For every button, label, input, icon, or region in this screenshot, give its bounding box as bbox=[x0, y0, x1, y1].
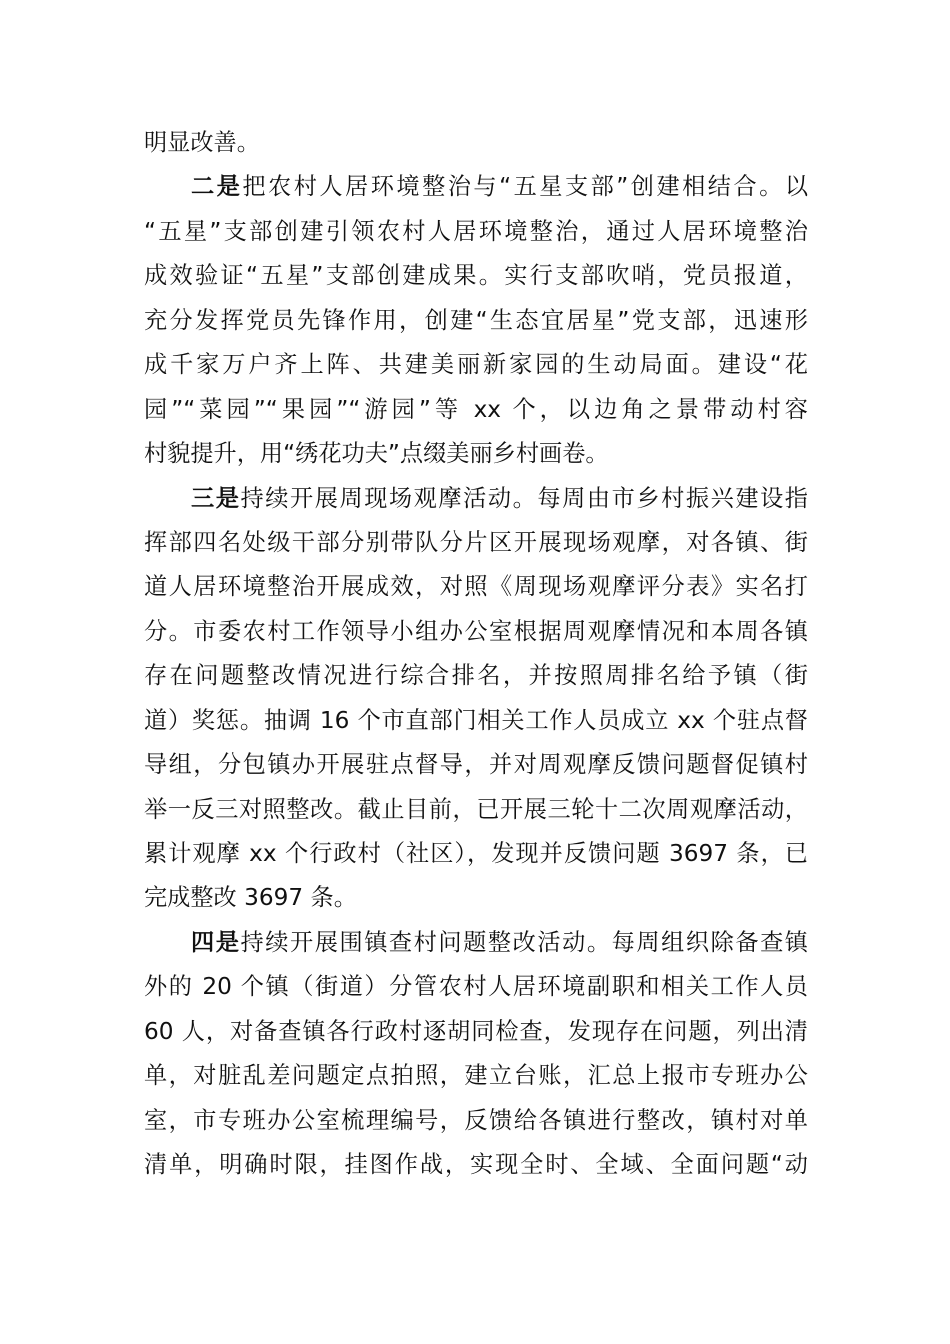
paragraph-4-line-4: 单，对脏乱差问题定点拍照，建立台账，汇总上报市专班办公 bbox=[144, 1062, 808, 1090]
paragraph-3-lead: 三是 bbox=[191, 484, 241, 512]
paragraph-2-line-1 bbox=[144, 165, 808, 209]
paragraph-2-line-3: 成效验证“五星”支部创建成果。实行支部吹哨，党员报道， bbox=[144, 262, 808, 290]
paragraph-2-line-5: 成千家万户齐上阵、共建美丽新家园的生动局面。建设“花 bbox=[144, 351, 808, 379]
paragraph-3-line-10: 完成整改 3697 条。 bbox=[144, 884, 357, 912]
paragraph-2-line-6: 园”“菜园”“果园”“游园”等 xx 个，以边角之景带动村容 bbox=[144, 395, 808, 423]
paragraph-4-lead: 四是 bbox=[191, 928, 241, 956]
paragraph-2-line-2: “五星”支部创建引领农村人居环境整治，通过人居环境整治 bbox=[144, 217, 808, 245]
paragraph-4-line-1-text: 持续开展围镇查村问题整改活动。每周组织除备查镇 bbox=[240, 928, 808, 956]
paragraph-3-line-8: 举一反三对照整改。截止目前，已开展三轮十二次周观摩活动， bbox=[144, 795, 808, 823]
paragraph-2-line-4: 充分发挥党员先锋作用，创建“生态宜居星”党支部，迅速形 bbox=[144, 306, 808, 334]
paragraph-1-line-1: 明显改善。 bbox=[144, 129, 260, 156]
paragraph-4-line-3: 60 人，对备查镇各行政村逐胡同检查，发现存在问题，列出清 bbox=[144, 1017, 808, 1045]
paragraph-3-line-9: 累计观摩 xx 个行政村（社区），发现并反馈问题 3697 条，已 bbox=[144, 840, 808, 867]
paragraph-2-line-7: 村貌提升，用“绣花功夫”点缀美丽乡村画卷。 bbox=[144, 440, 609, 468]
paragraph-3-line-1-text: 持续开展周现场观摩活动。每周由市乡村振兴建设指 bbox=[240, 484, 808, 512]
paragraph-3-line-5: 存在问题整改情况进行综合排名，并按照周排名给予镇（街 bbox=[144, 662, 808, 690]
paragraph-3-line-2: 挥部四名处级干部分别带队分片区开展现场观摩，对各镇、街 bbox=[144, 528, 808, 556]
paragraph-3-line-6: 道）奖惩。抽调 16 个市直部门相关工作人员成立 xx 个驻点督 bbox=[144, 706, 808, 734]
paragraph-4-line-1 bbox=[144, 921, 808, 965]
paragraph-3-line-7: 导组，分包镇办开展驻点督导，并对周观摩反馈问题督促镇村 bbox=[144, 751, 808, 779]
paragraph-3-line-1 bbox=[144, 477, 808, 521]
paragraph-3-line-3: 道人居环境整治开展成效，对照《周现场观摩评分表》实名打 bbox=[144, 573, 808, 601]
paragraph-2-lead: 二是 bbox=[191, 173, 243, 201]
paragraph-4-line-6: 清单，明确时限，挂图作战，实现全时、全域、全面问题“动 bbox=[144, 1151, 808, 1179]
document-body bbox=[144, 121, 808, 1188]
paragraph-4-line-2: 外的 20 个镇（街道）分管农村人居环境副职和相关工作人员 bbox=[144, 973, 808, 1001]
paragraph-2-line-1-text: 把农村人居环境整治与“五星支部”创建相结合。以 bbox=[242, 173, 809, 201]
paragraph-4-line-5: 室，市专班办公室梳理编号，反馈给各镇进行整改，镇村对单 bbox=[144, 1106, 808, 1134]
paragraph-3-line-4: 分。市委农村工作领导小组办公室根据周观摩情况和本周各镇 bbox=[144, 617, 808, 645]
